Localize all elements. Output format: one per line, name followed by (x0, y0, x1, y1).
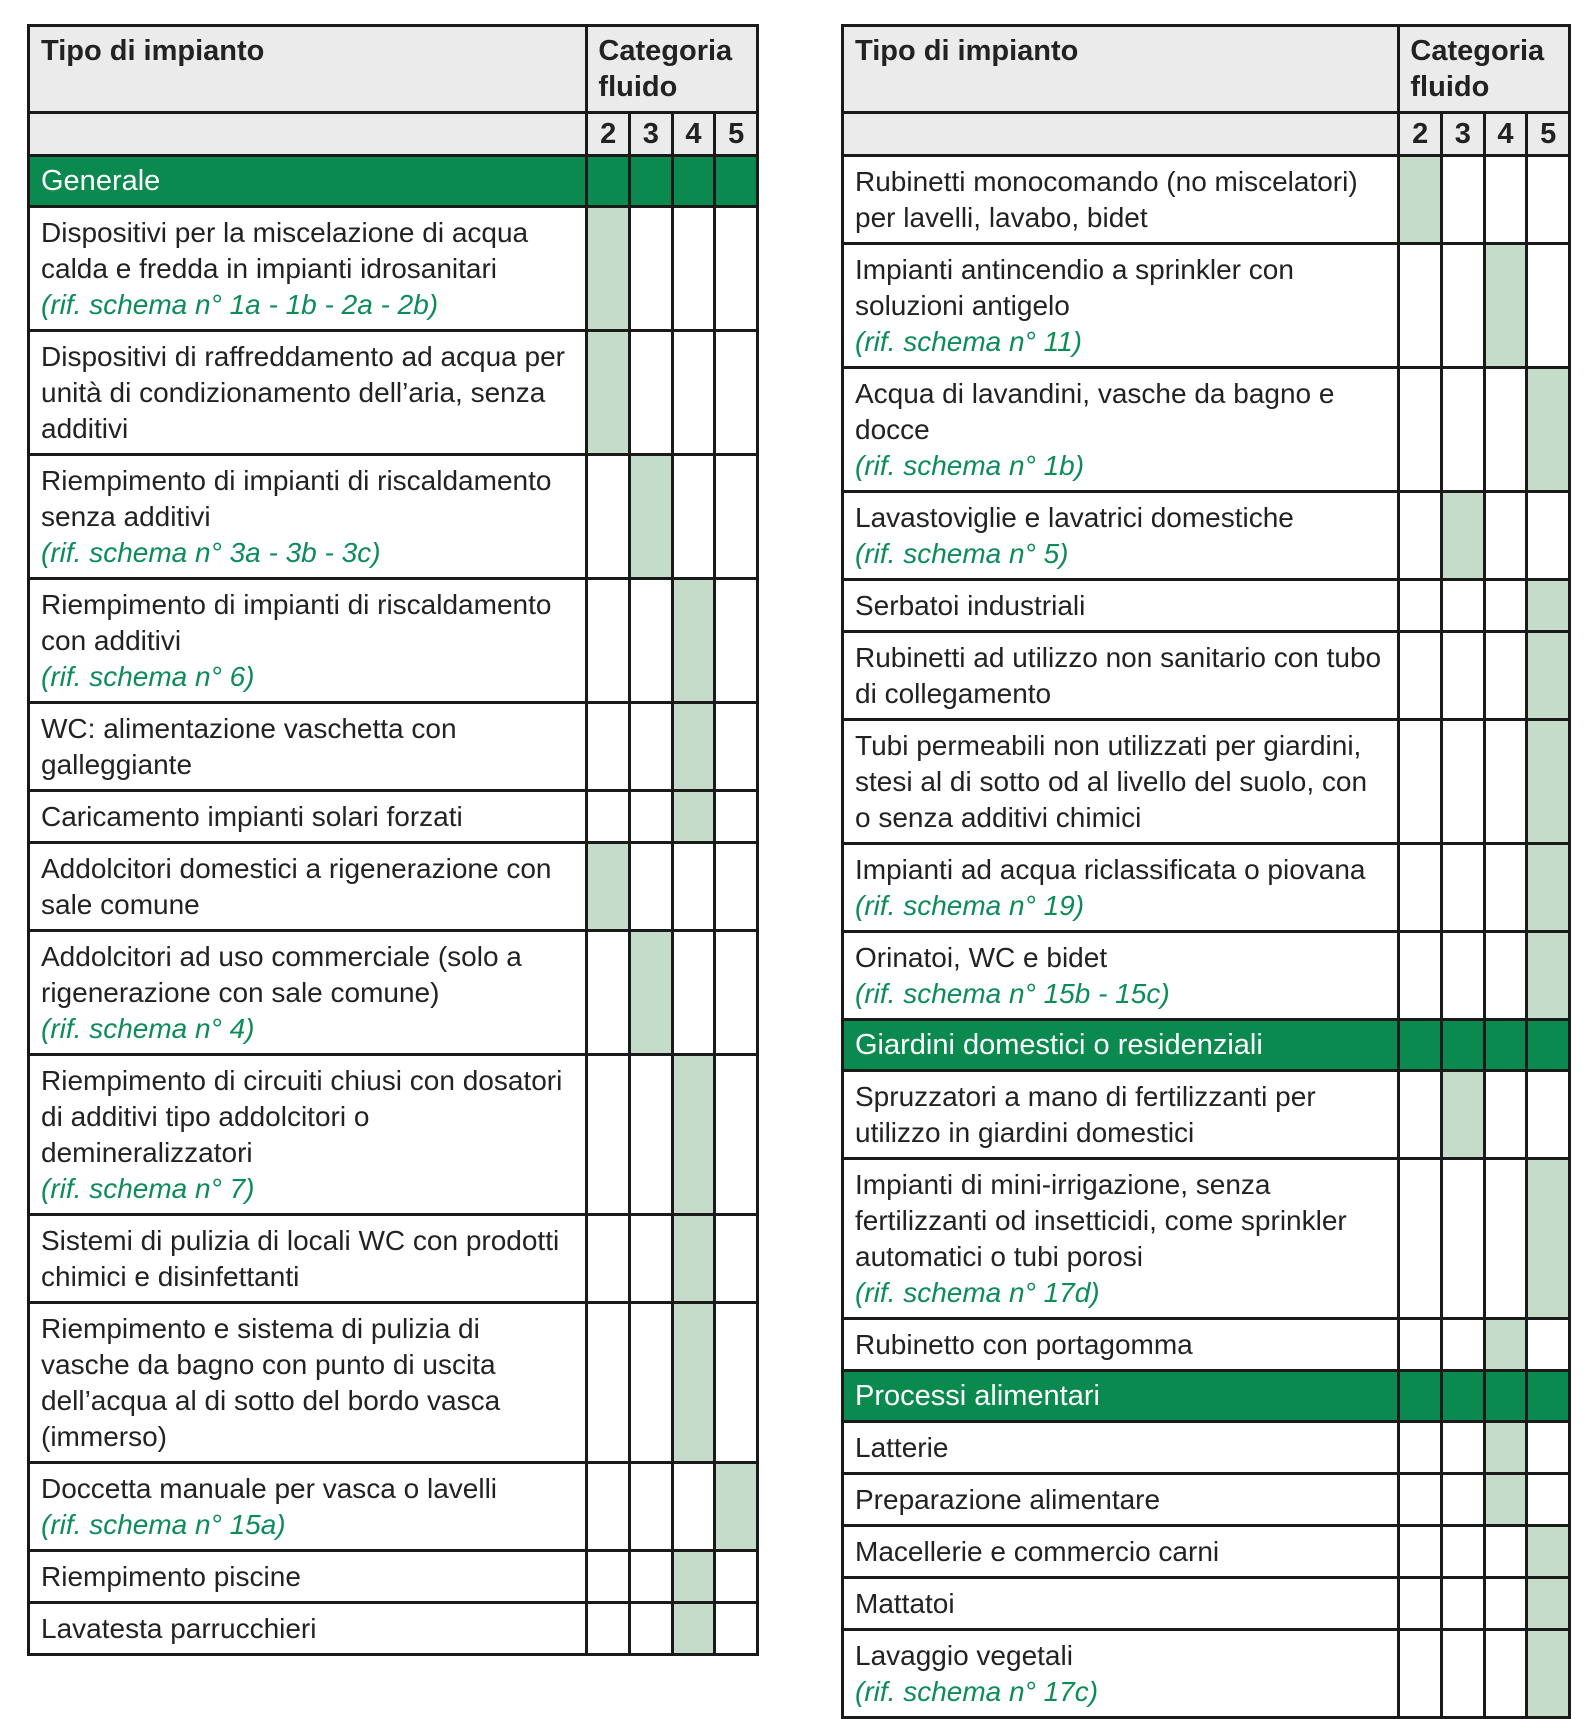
category-cell-3 (630, 1463, 673, 1551)
header-cat-4: 4 (1484, 113, 1527, 156)
section-label: Processi alimentari (843, 1371, 1399, 1422)
category-cell-5 (715, 579, 758, 703)
row-description (843, 156, 1399, 244)
row-description (29, 931, 587, 1055)
header-cat-2: 2 (1399, 113, 1442, 156)
category-cell-5 (1527, 1422, 1570, 1474)
row-description (843, 368, 1399, 492)
table-right (841, 24, 1571, 1719)
table-row (843, 932, 1570, 1020)
row-description (29, 1603, 587, 1655)
table-row (843, 1319, 1570, 1371)
section-cell (1399, 1371, 1442, 1422)
category-cell-2 (1399, 1422, 1442, 1474)
category-cell-3 (630, 703, 673, 791)
row-description (29, 579, 587, 703)
row-text: Macellerie e commercio carni (855, 1536, 1220, 1567)
category-cell-2 (1399, 844, 1442, 932)
category-cell-5 (715, 843, 758, 931)
row-reference: (rif. schema n° 5) (855, 538, 1069, 569)
category-mark-4 (672, 1551, 715, 1603)
row-text: Lavastoviglie e lavatrici domestiche (855, 502, 1294, 533)
header-cat-5: 5 (1527, 113, 1570, 156)
table-row (843, 1526, 1570, 1578)
header-blank (29, 113, 587, 156)
category-mark-3 (630, 931, 673, 1055)
row-text: Orinatoi, WC e bidet (855, 942, 1108, 973)
row-description (843, 1474, 1399, 1526)
table-row (29, 1215, 758, 1303)
category-cell-4 (1484, 1526, 1527, 1578)
table-row (29, 791, 758, 843)
category-cell-3 (630, 1551, 673, 1603)
category-cell-3 (1442, 156, 1485, 244)
row-text: Riempimento di circuiti chiusi con dosatori di additivi tipo addolcitori o demineralizzatori (41, 1065, 563, 1168)
table-row (29, 207, 758, 331)
row-reference: (rif. schema n° 1b) (855, 450, 1085, 481)
category-cell-3 (630, 331, 673, 455)
row-text: Impianti ad acqua riclassificata o piovana (855, 854, 1366, 885)
category-cell-4 (672, 207, 715, 331)
row-reference: (rif. schema n° 19) (855, 890, 1085, 921)
category-cell-3 (1442, 844, 1485, 932)
category-mark-4 (672, 1603, 715, 1655)
category-cell-2 (587, 1303, 630, 1463)
row-description (843, 1159, 1399, 1319)
row-text: Sistemi di pulizia di locali WC con prodotti chimici e disinfettanti (41, 1225, 560, 1292)
row-reference: (rif. schema n° 15b - 15c) (855, 978, 1170, 1009)
section-cell (715, 156, 758, 207)
table-row (843, 1159, 1570, 1319)
header-cat-4: 4 (672, 113, 715, 156)
category-mark-4 (672, 1215, 715, 1303)
category-mark-4 (1484, 1422, 1527, 1474)
table-row (29, 843, 758, 931)
row-reference: (rif. schema n° 3a - 3b - 3c) (41, 537, 381, 568)
category-cell-4 (1484, 844, 1527, 932)
category-cell-3 (1442, 1526, 1485, 1578)
category-cell-5 (1527, 1474, 1570, 1526)
category-cell-3 (1442, 1578, 1485, 1630)
section-cell (672, 156, 715, 207)
row-text: Riempimento e sistema di pulizia di vasche da bagno con punto di uscita dell’acqua al di sotto del bordo vasca (immerso) (41, 1313, 501, 1452)
category-mark-5 (1527, 580, 1570, 632)
row-text: Dispositivi per la miscelazione di acqua calda e fredda in impianti idrosanitari (41, 217, 529, 284)
header-blank (843, 113, 1399, 156)
category-mark-4 (1484, 1319, 1527, 1371)
category-mark-2 (587, 207, 630, 331)
header-cat-3: 3 (1442, 113, 1485, 156)
row-text: WC: alimentazione vaschetta con galleggiante (41, 713, 457, 780)
category-cell-2 (1399, 720, 1442, 844)
row-text: Lavaggio vegetali (855, 1640, 1073, 1671)
section-cell (1527, 1371, 1570, 1422)
category-mark-5 (1527, 1159, 1570, 1319)
row-reference: (rif. schema n° 17c) (855, 1676, 1099, 1707)
category-cell-3 (1442, 1422, 1485, 1474)
category-cell-5 (1527, 1071, 1570, 1159)
category-cell-4 (672, 843, 715, 931)
table-row (843, 1630, 1570, 1718)
category-cell-5 (1527, 244, 1570, 368)
header-cats-row (29, 113, 758, 156)
category-mark-4 (672, 579, 715, 703)
category-mark-4 (1484, 1474, 1527, 1526)
category-cell-3 (630, 791, 673, 843)
classification-table-left (27, 24, 759, 1656)
category-cell-5 (715, 1303, 758, 1463)
category-cell-3 (1442, 1474, 1485, 1526)
category-mark-5 (1527, 844, 1570, 932)
table-row (29, 331, 758, 455)
table-row (843, 156, 1570, 244)
section-cell (1484, 1371, 1527, 1422)
category-cell-2 (1399, 1071, 1442, 1159)
row-description (29, 843, 587, 931)
category-cell-3 (1442, 1319, 1485, 1371)
category-mark-5 (1527, 1526, 1570, 1578)
section-row (843, 1371, 1570, 1422)
category-mark-5 (715, 1463, 758, 1551)
row-description (843, 1071, 1399, 1159)
category-cell-5 (715, 931, 758, 1055)
row-reference: (rif. schema n° 6) (41, 661, 255, 692)
row-text: Mattatoi (855, 1588, 955, 1619)
row-description (29, 1463, 587, 1551)
table-row (843, 844, 1570, 932)
row-reference: (rif. schema n° 15a) (41, 1509, 286, 1540)
category-cell-2 (1399, 1319, 1442, 1371)
classification-table-right (841, 24, 1571, 1719)
category-mark-2 (587, 843, 630, 931)
category-mark-4 (1484, 244, 1527, 368)
header-cat-2: 2 (587, 113, 630, 156)
header-categoria: Categoria fluido (587, 26, 758, 113)
section-cell (1527, 1020, 1570, 1071)
header-tipo: Tipo di impianto (29, 26, 587, 113)
row-text: Impianti di mini-irrigazione, senza fertilizzanti od insetticidi, come sprinkler automatici o tubi porosi (855, 1169, 1347, 1272)
row-description (843, 720, 1399, 844)
category-cell-2 (1399, 632, 1442, 720)
category-cell-2 (1399, 492, 1442, 580)
table-row (29, 1303, 758, 1463)
table-row (843, 244, 1570, 368)
table-row (29, 1551, 758, 1603)
row-description (29, 1303, 587, 1463)
section-cell (1442, 1020, 1485, 1071)
category-cell-4 (1484, 1159, 1527, 1319)
row-reference: (rif. schema n° 1a - 1b - 2a - 2b) (41, 289, 439, 320)
category-cell-4 (1484, 368, 1527, 492)
category-cell-3 (630, 843, 673, 931)
row-description (843, 1578, 1399, 1630)
row-text: Rubinetti monocomando (no miscelatori) per lavelli, lavabo, bidet (855, 166, 1358, 233)
category-cell-4 (1484, 492, 1527, 580)
table-row (29, 1055, 758, 1215)
table-row (843, 368, 1570, 492)
category-cell-5 (715, 703, 758, 791)
row-text: Latterie (855, 1432, 949, 1463)
category-cell-2 (1399, 1578, 1442, 1630)
row-description (843, 244, 1399, 368)
header-row (843, 26, 1570, 113)
row-description (29, 1551, 587, 1603)
category-mark-3 (1442, 1071, 1485, 1159)
category-cell-3 (630, 1215, 673, 1303)
header-cat-3: 3 (630, 113, 673, 156)
row-text: Dispositivi di raffreddamento ad acqua per unità di condizionamento dell’aria, senza additivi (41, 341, 566, 444)
category-cell-2 (587, 1463, 630, 1551)
category-cell-4 (672, 931, 715, 1055)
category-cell-2 (587, 1603, 630, 1655)
category-cell-3 (630, 1603, 673, 1655)
category-cell-4 (1484, 932, 1527, 1020)
category-cell-2 (587, 455, 630, 579)
category-cell-5 (715, 1215, 758, 1303)
row-description (843, 1422, 1399, 1474)
category-cell-2 (1399, 244, 1442, 368)
category-cell-3 (1442, 1159, 1485, 1319)
category-cell-2 (1399, 1159, 1442, 1319)
category-mark-5 (1527, 1578, 1570, 1630)
category-cell-4 (1484, 580, 1527, 632)
row-text: Doccetta manuale per vasca o lavelli (41, 1473, 498, 1504)
row-text: Lavatesta parrucchieri (41, 1613, 317, 1644)
category-cell-2 (1399, 368, 1442, 492)
row-text: Impianti antincendio a sprinkler con soluzioni antigelo (855, 254, 1294, 321)
section-cell (630, 156, 673, 207)
category-mark-4 (672, 791, 715, 843)
category-cell-2 (587, 1551, 630, 1603)
category-cell-4 (1484, 156, 1527, 244)
row-description (843, 632, 1399, 720)
row-text: Tubi permeabili non utilizzati per giardini, stesi al di sotto od al livello del suolo, con o senza additivi chimici (855, 730, 1368, 833)
row-description (29, 1215, 587, 1303)
header-tipo: Tipo di impianto (843, 26, 1399, 113)
category-cell-5 (715, 1055, 758, 1215)
category-mark-2 (1399, 156, 1442, 244)
row-description (843, 932, 1399, 1020)
category-cell-5 (715, 1551, 758, 1603)
section-row (29, 156, 758, 207)
category-cell-2 (1399, 580, 1442, 632)
category-cell-2 (587, 579, 630, 703)
category-cell-3 (1442, 632, 1485, 720)
row-description (29, 455, 587, 579)
row-text: Addolcitori ad uso commerciale (solo a rigenerazione con sale comune) (41, 941, 522, 1008)
category-mark-5 (1527, 368, 1570, 492)
category-cell-4 (672, 455, 715, 579)
row-description (29, 331, 587, 455)
category-cell-3 (630, 579, 673, 703)
category-mark-2 (587, 331, 630, 455)
category-cell-3 (630, 1303, 673, 1463)
category-cell-2 (1399, 1630, 1442, 1718)
category-cell-3 (630, 1055, 673, 1215)
category-cell-4 (1484, 1071, 1527, 1159)
row-description (29, 703, 587, 791)
row-description (29, 207, 587, 331)
category-cell-2 (587, 1215, 630, 1303)
category-cell-5 (1527, 492, 1570, 580)
category-cell-2 (1399, 1526, 1442, 1578)
row-text: Rubinetti ad utilizzo non sanitario con tubo di collegamento (855, 642, 1382, 709)
header-cat-5: 5 (715, 113, 758, 156)
table-row (29, 703, 758, 791)
category-mark-5 (1527, 720, 1570, 844)
table-row (29, 579, 758, 703)
category-cell-4 (1484, 1630, 1527, 1718)
category-cell-3 (1442, 580, 1485, 632)
category-cell-2 (587, 703, 630, 791)
row-reference: (rif. schema n° 7) (41, 1173, 255, 1204)
row-text: Riempimento piscine (41, 1561, 301, 1592)
row-description (843, 580, 1399, 632)
row-text: Riempimento di impianti di riscaldamento senza additivi (41, 465, 552, 532)
row-text: Acqua di lavandini, vasche da bagno e docce (855, 378, 1335, 445)
table-row (843, 1474, 1570, 1526)
section-cell (1399, 1020, 1442, 1071)
table-left (27, 24, 759, 1656)
table-row (843, 492, 1570, 580)
header-categoria: Categoria fluido (1399, 26, 1570, 113)
table-row (29, 931, 758, 1055)
row-text: Spruzzatori a mano di fertilizzanti per utilizzo in giardini domestici (855, 1081, 1316, 1148)
row-description (29, 1055, 587, 1215)
table-row (843, 580, 1570, 632)
category-mark-4 (672, 1055, 715, 1215)
category-cell-3 (630, 207, 673, 331)
table-row (843, 720, 1570, 844)
table-row (843, 1422, 1570, 1474)
row-text: Addolcitori domestici a rigenerazione con sale comune (41, 853, 552, 920)
row-text: Caricamento impianti solari forzati (41, 801, 463, 832)
row-description (843, 844, 1399, 932)
table-row (29, 1463, 758, 1551)
row-reference: (rif. schema n° 11) (855, 326, 1082, 357)
section-cell (587, 156, 630, 207)
category-cell-2 (1399, 932, 1442, 1020)
row-reference: (rif. schema n° 17d) (855, 1277, 1100, 1308)
category-cell-5 (715, 791, 758, 843)
category-cell-2 (1399, 1474, 1442, 1526)
category-cell-3 (1442, 720, 1485, 844)
row-reference: (rif. schema n° 4) (41, 1013, 255, 1044)
category-mark-5 (1527, 932, 1570, 1020)
section-cell (1442, 1371, 1485, 1422)
category-mark-3 (630, 455, 673, 579)
category-mark-5 (1527, 632, 1570, 720)
category-cell-2 (587, 931, 630, 1055)
section-label: Giardini domestici o residenziali (843, 1020, 1399, 1071)
row-text: Rubinetto con portagomma (855, 1329, 1193, 1360)
category-cell-5 (715, 455, 758, 579)
row-text: Preparazione alimentare (855, 1484, 1161, 1515)
category-cell-3 (1442, 244, 1485, 368)
table-row (843, 1071, 1570, 1159)
category-cell-4 (1484, 720, 1527, 844)
table-row (29, 455, 758, 579)
category-mark-3 (1442, 492, 1485, 580)
section-row (843, 1020, 1570, 1071)
table-row (843, 1578, 1570, 1630)
category-cell-5 (1527, 156, 1570, 244)
category-cell-5 (715, 207, 758, 331)
row-text: Riempimento di impianti di riscaldamento con additivi (41, 589, 552, 656)
category-cell-3 (1442, 1630, 1485, 1718)
category-mark-5 (1527, 1630, 1570, 1718)
category-cell-2 (587, 1055, 630, 1215)
category-cell-3 (1442, 368, 1485, 492)
section-label: Generale (29, 156, 587, 207)
category-cell-4 (672, 331, 715, 455)
row-description (843, 492, 1399, 580)
header-cats-row (843, 113, 1570, 156)
category-cell-5 (1527, 1319, 1570, 1371)
category-cell-2 (587, 791, 630, 843)
row-description (843, 1319, 1399, 1371)
row-text: Serbatoi industriali (855, 590, 1086, 621)
category-cell-4 (1484, 632, 1527, 720)
category-mark-4 (672, 703, 715, 791)
category-cell-5 (715, 331, 758, 455)
category-cell-3 (1442, 932, 1485, 1020)
header-row (29, 26, 758, 113)
section-cell (1484, 1020, 1527, 1071)
table-row (843, 632, 1570, 720)
category-cell-4 (672, 1463, 715, 1551)
category-cell-4 (1484, 1578, 1527, 1630)
category-mark-4 (672, 1303, 715, 1463)
table-row (29, 1603, 758, 1655)
row-description (843, 1630, 1399, 1718)
row-description (29, 791, 587, 843)
category-cell-5 (715, 1603, 758, 1655)
row-description (843, 1526, 1399, 1578)
